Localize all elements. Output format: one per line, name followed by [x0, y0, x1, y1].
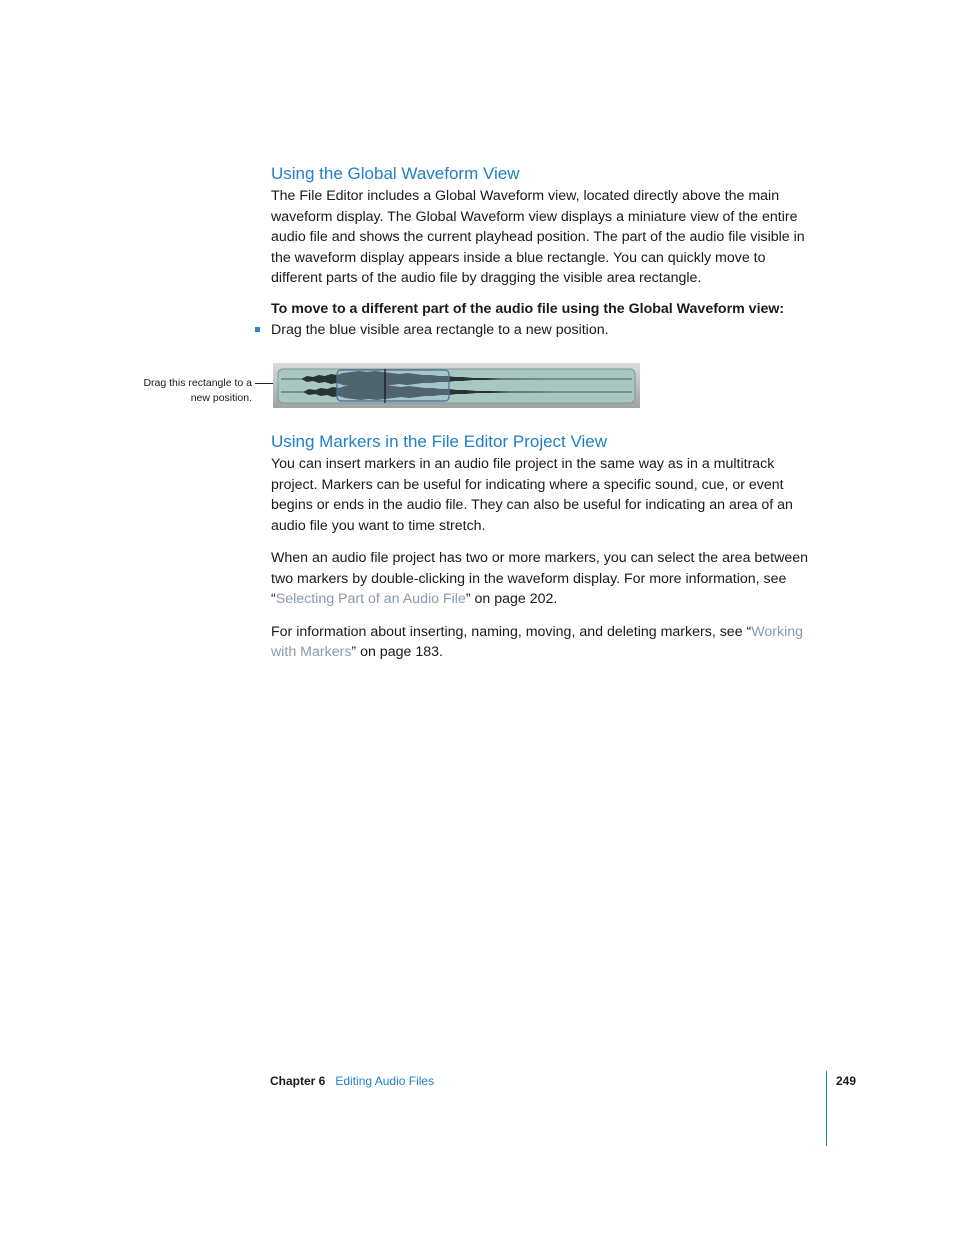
bullet-text: Drag the blue visible area rectangle to a new position. [271, 322, 609, 338]
bullet-item [271, 320, 819, 340]
section-heading: Using Markers in the File Editor Project View [271, 432, 608, 451]
task-block [271, 299, 819, 340]
global-waveform-graphic [273, 363, 640, 408]
section-heading: Using the Global Waveform View [271, 164, 520, 183]
paragraph-2-page-ref: ” on page 202. [465, 591, 558, 607]
chapter-title: Editing Audio Files [335, 1074, 435, 1088]
global-waveform-view [273, 363, 640, 408]
figure-callout [120, 376, 252, 406]
section-global-waveform [271, 163, 819, 289]
body-paragraph-1: You can insert markers in an audio file project in the same way as in a multitrack project. Markers can be useful for indicating where a specific sound, cue, or event begins or ends in the audio file. They can also be useful for indicating an area of an audio file you want to time stretch. [271, 456, 793, 534]
body-paragraph-3 [271, 622, 819, 663]
callout-line-2: new position. [190, 392, 252, 404]
chapter-label: Chapter 6 [270, 1074, 326, 1088]
visible-area-rectangle[interactable] [337, 370, 449, 401]
callout-line-1: Drag this rectangle to a [143, 377, 252, 389]
link-working-with-markers[interactable]: Working with Markers [271, 623, 804, 660]
paragraph-3-page-ref: ” on page 183. [351, 644, 443, 660]
link-selecting-part[interactable]: Selecting Part of an Audio File [275, 591, 466, 607]
page-number: 249 [836, 1074, 857, 1088]
body-paragraph: The File Editor includes a Global Waveform view, located directly above the main waveform display. The Global Waveform view displays a miniature view of the entire audio file and shows the current playhead position. The part of the audio file visible in the waveform display appears inside a blue rectangle. You can quickly move to different parts of the audio file by dragging the visible area rectangle. [271, 188, 805, 286]
square-bullet-icon [255, 327, 260, 332]
task-lead: To move to a different part of the audio file using the Global Waveform view: [271, 301, 785, 317]
body-paragraph-2 [271, 548, 819, 610]
footer-chapter [270, 1073, 434, 1089]
paragraph-2-text: When an audio file project has two or more markers, you can select the area between two markers by double-clicking in the waveform display. For more information, see “ [271, 550, 809, 607]
section-markers [271, 431, 819, 663]
footer-divider [826, 1071, 827, 1146]
paragraph-3-text: For information about inserting, naming, moving, and deleting markers, see “ [271, 623, 752, 640]
